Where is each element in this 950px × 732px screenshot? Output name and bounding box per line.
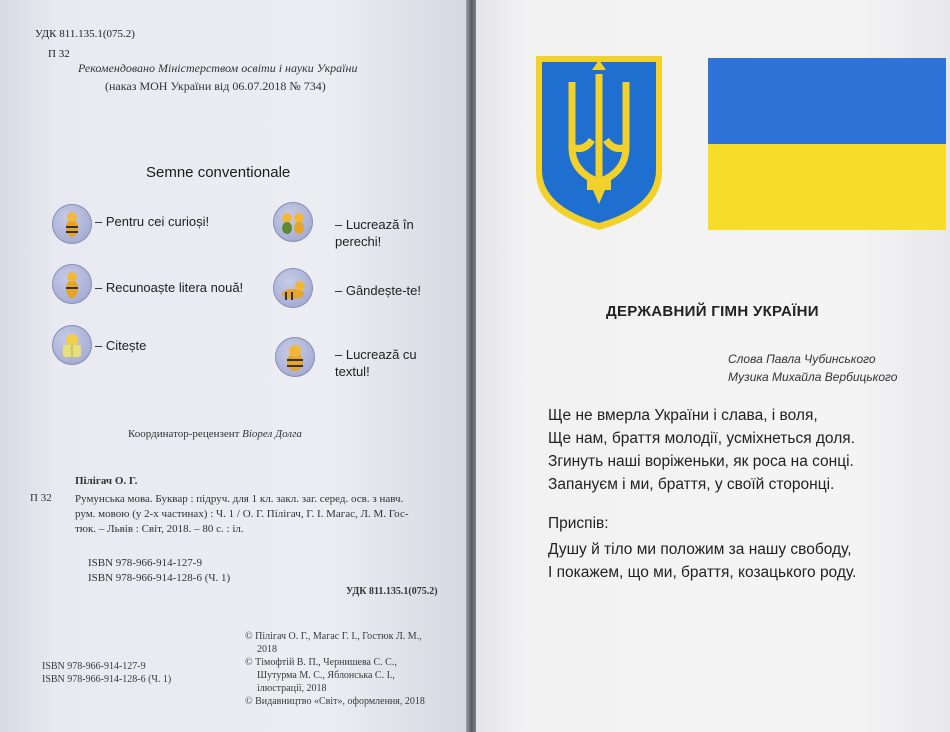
isbn-bottom-2: ISBN 978-966-914-128-6 (Ч. 1)	[42, 674, 172, 685]
bibliographic-record	[75, 492, 465, 537]
legend-label-text: – Lucrează cu textul!	[335, 347, 417, 379]
recommendation: Рекомендовано Міністерством освіти і науки України	[78, 61, 358, 75]
isbn-bottom	[42, 660, 171, 686]
bee-letter-icon	[52, 264, 92, 304]
isbn-2: ISBN 978-966-914-128-6 (Ч. 1)	[88, 572, 231, 584]
isbn-block	[88, 556, 230, 586]
catalog-code: П 32	[30, 492, 52, 504]
copyright-block	[245, 630, 460, 708]
words-by: Слова Павла Чубинського	[728, 352, 876, 366]
legend-label-think: – Gândește-te!	[335, 283, 421, 298]
isbn-1: ISBN 978-966-914-127-9	[88, 557, 202, 569]
anthem-title: ДЕРЖАВНИЙ ГІМН УКРАЇНИ	[606, 303, 819, 320]
copyright-line: Шутурма М. С., Яблонська С. І.,	[257, 670, 395, 681]
copyright-line: © Пілігач О. Г., Магас Г. І., Гостюк Л. М.,	[245, 631, 422, 642]
chorus-line: І покажем, що ми, браття, козацького роду.	[548, 564, 857, 581]
coordinator-name: Віорел Долга	[242, 428, 302, 440]
verse-line: Запануєм і ми, браття, у своїй сторонці.	[548, 476, 835, 493]
legend-label-curious: – Pentru cei curioși!	[95, 214, 210, 229]
chorus-label: Приспів:	[548, 515, 609, 532]
verse-line: Ще не вмерла України і слава, і воля,	[548, 407, 818, 424]
copyright-line: © Видавництво «Світ», оформлення, 2018	[245, 696, 425, 707]
author-short: Пілігач О. Г.	[75, 475, 138, 487]
legend-label-letter: – Recunoaște litera nouă!	[95, 280, 244, 295]
bib-line-2: рум. мовою (у 2-х частинах) : Ч. 1 / О. Г. Пілігач, Г. І. Магас, Л. М. Гос-	[75, 508, 409, 520]
chorus-line: Душу й тіло ми положим за нашу свободу,	[548, 541, 852, 558]
udk-bottom: УДК 811.135.1(075.2)	[346, 586, 438, 597]
coordinator-reviewer	[128, 428, 302, 440]
legend-label-pairs: – Lucrează în perechi!	[335, 217, 414, 249]
verse-line: Ще нам, браття молодії, усміхнеться доля.	[548, 430, 855, 447]
left-page	[0, 0, 470, 732]
coordinator-label: Координатор-рецензент	[128, 428, 240, 440]
verse-line: Згинуть наші воріженьки, як роса на сонці.	[548, 453, 854, 470]
legend-title: Semne conventionale	[146, 164, 291, 181]
bib-line-1: Румунська мова. Буквар : підруч. для 1 кл. закл. заг. серед. осв. з навч.	[75, 493, 404, 505]
bees-pair-icon	[273, 202, 313, 242]
legend-label-read: – Citește	[95, 338, 147, 353]
bib-line-3: тюк. – Львів : Світ, 2018. – 80 с. : іл.	[75, 523, 244, 535]
coat-of-arms-icon	[532, 52, 666, 232]
anthem-verse	[548, 404, 855, 496]
bee-reading-icon	[52, 325, 92, 365]
bee-text-icon	[275, 337, 315, 377]
ministry-order: (наказ МОН України від 06.07.2018 № 734)	[105, 79, 326, 93]
right-page	[476, 0, 950, 732]
code-top: П 32	[48, 48, 70, 60]
bee-curious-icon	[52, 204, 92, 244]
copyright-line: © Тімофтій В. П., Чернишева С. С.,	[245, 657, 397, 668]
copyright-line: ілюстрації, 2018	[257, 683, 327, 694]
bee-thinking-icon	[273, 268, 313, 308]
music-by: Музика Михайла Вербицького	[728, 370, 898, 384]
anthem-chorus	[548, 538, 856, 584]
copyright-line: 2018	[257, 644, 277, 655]
ukraine-flag	[708, 58, 946, 230]
udk-top: УДК 811.135.1(075.2)	[35, 28, 135, 40]
isbn-bottom-1: ISBN 978-966-914-127-9	[42, 661, 146, 672]
